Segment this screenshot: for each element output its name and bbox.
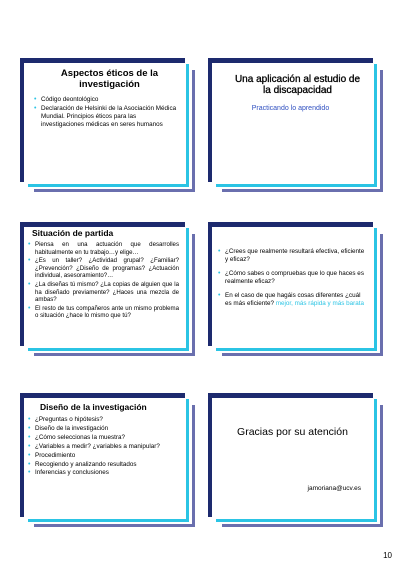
- slide-aplicacion: [208, 58, 373, 182]
- bullet-item: • Inferencias y conclusiones: [28, 469, 179, 477]
- slide-edge: [28, 184, 189, 187]
- slide-edge: [374, 399, 377, 519]
- slide-shadow: [192, 234, 195, 356]
- bullet-item: • Piensa en una actuación que desarrolles habitualmente en tu trabajo…y elige…: [28, 241, 179, 256]
- slide-shadow: [222, 524, 383, 527]
- slide-top-bar: [208, 58, 373, 63]
- bullet-item: • ¿Preguntas o hipótesis?: [28, 416, 179, 424]
- bullet-item: • Diseño de la investigación: [28, 425, 179, 433]
- bullet-list: [28, 241, 179, 321]
- slide-left-bar: [20, 393, 24, 517]
- bullet-item: • ¿Variables a medir? ¿variables a manipular?: [28, 443, 179, 451]
- slide-shadow: [380, 405, 383, 527]
- slide-shadow: [192, 70, 195, 192]
- slide-shadow: [34, 353, 195, 356]
- slide-shadow: [380, 70, 383, 192]
- slide-shadow: [34, 524, 195, 527]
- slide-shadow: [222, 353, 383, 356]
- slide-title: Diseño de la investigación: [40, 402, 147, 412]
- slide-top-bar: [20, 393, 185, 398]
- bullet-item: • ¿La diseñas tú mismo? ¿La copias de alguien que la ha diseñado previamente? ¿Haces una mezcla de ambas?: [28, 281, 179, 304]
- slide-title: Una aplicación al estudio de la discapacidad: [234, 74, 361, 96]
- slide-etica: [20, 58, 185, 182]
- slide-edge: [374, 228, 377, 348]
- slide-left-bar: [20, 222, 24, 346]
- slide-subtitle: Practicando lo aprendido: [251, 105, 330, 112]
- bullet-item: • El resto de tus compañeros ante un mismo problema o situación ¿hace lo mismo que tú?: [28, 305, 179, 320]
- bullet-item: • ¿Crees que realmente resultará efectiva, eficiente y eficaz?: [218, 248, 367, 264]
- bullet-item: • Procedimiento: [28, 452, 179, 460]
- slide-edge: [374, 64, 377, 184]
- slide-title: Situación de partida: [32, 228, 114, 238]
- slide-top-bar: [208, 393, 373, 398]
- bullet-item: [218, 292, 367, 308]
- slide-shadow: [192, 405, 195, 527]
- slide-edge: [186, 399, 189, 519]
- bullet-item: • Declaración de Helsinki de la Asociación Médica Mundial. Principios éticos para las investigaciones médicas en seres humanos: [34, 105, 179, 129]
- bullet-item: • Recogiendo y analizando resultados: [28, 461, 179, 469]
- slide-edge: [28, 519, 189, 522]
- slide-left-bar: [20, 58, 24, 182]
- slide-situacion: [20, 222, 185, 346]
- slide-title: Aspectos éticos de la investigación: [60, 68, 159, 90]
- slide-diseno: [20, 393, 185, 517]
- slide-shadow: [222, 189, 383, 192]
- slide-preguntas: [208, 222, 373, 346]
- slide-left-bar: [208, 393, 212, 517]
- bullet-item: • Código deontológico: [34, 96, 179, 104]
- slide-top-bar: [20, 222, 185, 227]
- bullet-list: [28, 416, 179, 478]
- slide-shadow: [380, 234, 383, 356]
- bullet-item: • ¿Cómo seleccionas la muestra?: [28, 434, 179, 442]
- bullet-item: • ¿Es un taller? ¿Actividad grupal? ¿Familiar? ¿Prevención? ¿Diseño de programas? ¿Actuación individual, asesoramiento?…: [28, 257, 179, 280]
- bullet-list: [218, 248, 367, 309]
- slide-edge: [216, 348, 377, 351]
- slide-left-bar: [208, 222, 212, 346]
- bullet-item: • ¿Cómo sabes o compruebas que lo que haces es realmente eficaz?: [218, 270, 367, 286]
- slide-edge: [216, 184, 377, 187]
- highlight-text: mejor, más rápida y más barata: [275, 300, 364, 307]
- bullet-list: [34, 96, 179, 130]
- slide-edge: [186, 228, 189, 348]
- slide-edge: [186, 64, 189, 184]
- slide-shadow: [34, 189, 195, 192]
- slide-edge: [28, 348, 189, 351]
- slide-edge: [216, 519, 377, 522]
- slide-top-bar: [208, 222, 373, 227]
- slide-top-bar: [20, 58, 185, 63]
- page-number: 10: [383, 551, 392, 560]
- bullet-text: En el caso de que hagáis cosas diferentes ¿cuál es más eficiente?: [225, 292, 361, 307]
- slide-gracias: [208, 393, 373, 517]
- contact-email: jamoriana@ucv.es: [307, 485, 361, 492]
- thanks-message: Gracias por su atención: [237, 426, 348, 438]
- slide-left-bar: [208, 58, 212, 182]
